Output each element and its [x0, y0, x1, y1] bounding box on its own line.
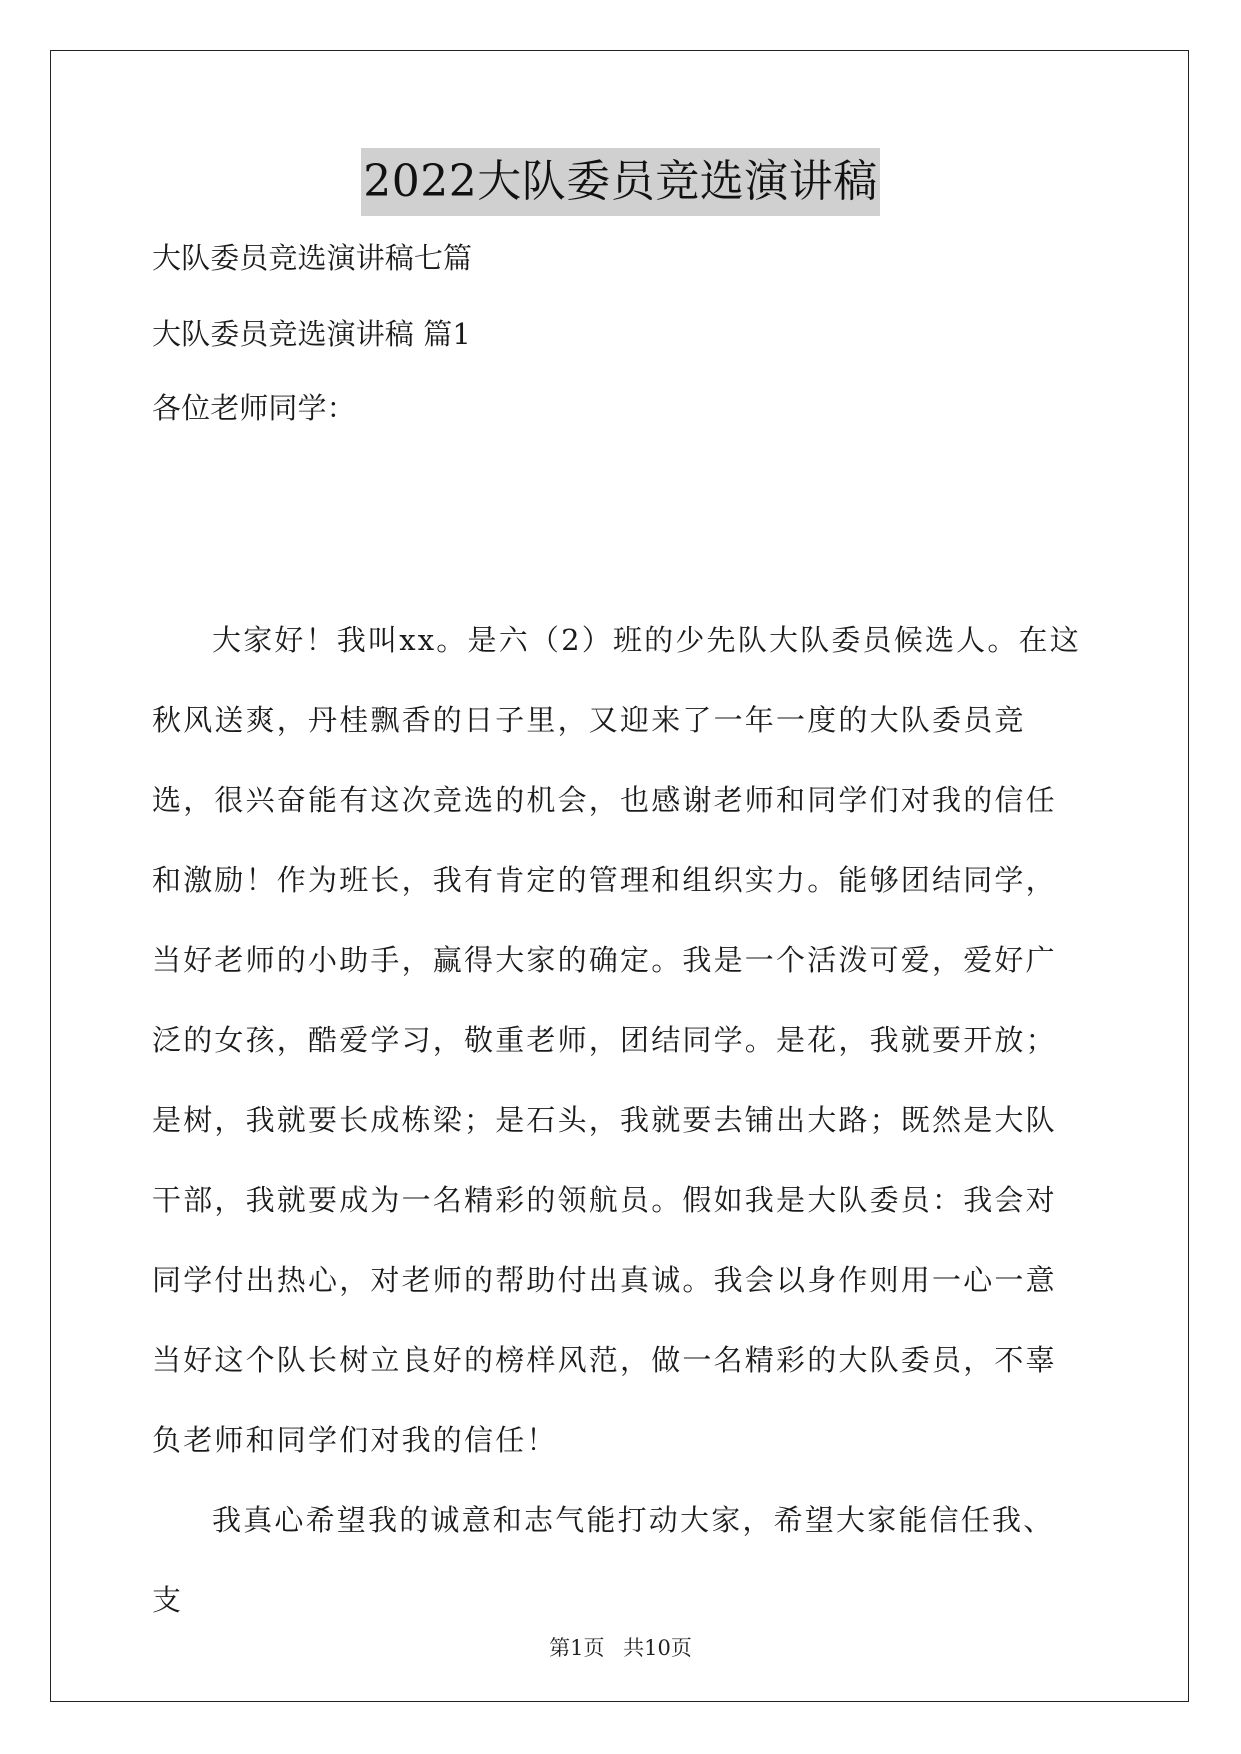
paragraph-1: 大家好！我叫xx。是六（2）班的少先队大队委员候选人。在这秋风送爽，丹桂飘香的日子里，又迎来了一年一度的大队委员竞选，很兴奋能有这次竞选的机会，也感谢老师和同学们对我的信任和激励！作为班长，我有肯定的管理和组织实力。能够团结同学，当好老师的小助手，赢得大家的确定。我是一个活泼可爱，爱好广泛的女孩，酷爱学习，敬重老师，团结同学。是花，我就要开放；是树，我就要长成栋梁；是石头，我就要去铺出大路；既然是大队干部，我就要成为一名精彩的领航员。假如我是大队委员：我会对同学付出热心，对老师的帮助付出真诚。我会以身作则用一心一意当好这个队长树立良好的榜样风范，做一名精彩的大队委员，不辜负老师和同学们对我的信任！: [152, 623, 1081, 1457]
paragraph-2: 我真心希望我的诚意和志气能打动大家，希望大家能信任我、支: [152, 1503, 1055, 1617]
page-number-current: 第1页: [549, 1636, 605, 1660]
document-body: [152, 600, 1082, 1640]
subtitle-line-1: 大队委员竞选演讲稿七篇: [152, 241, 473, 275]
title-container: [0, 148, 1241, 216]
document-title: 2022大队委员竞选演讲稿: [361, 148, 879, 216]
page-footer: [0, 1632, 1241, 1662]
subtitle-line-2: 大队委员竞选演讲稿 篇1: [152, 317, 471, 351]
page-number-total: 共10页: [623, 1636, 692, 1660]
salutation: 各位老师同学：: [152, 391, 356, 425]
